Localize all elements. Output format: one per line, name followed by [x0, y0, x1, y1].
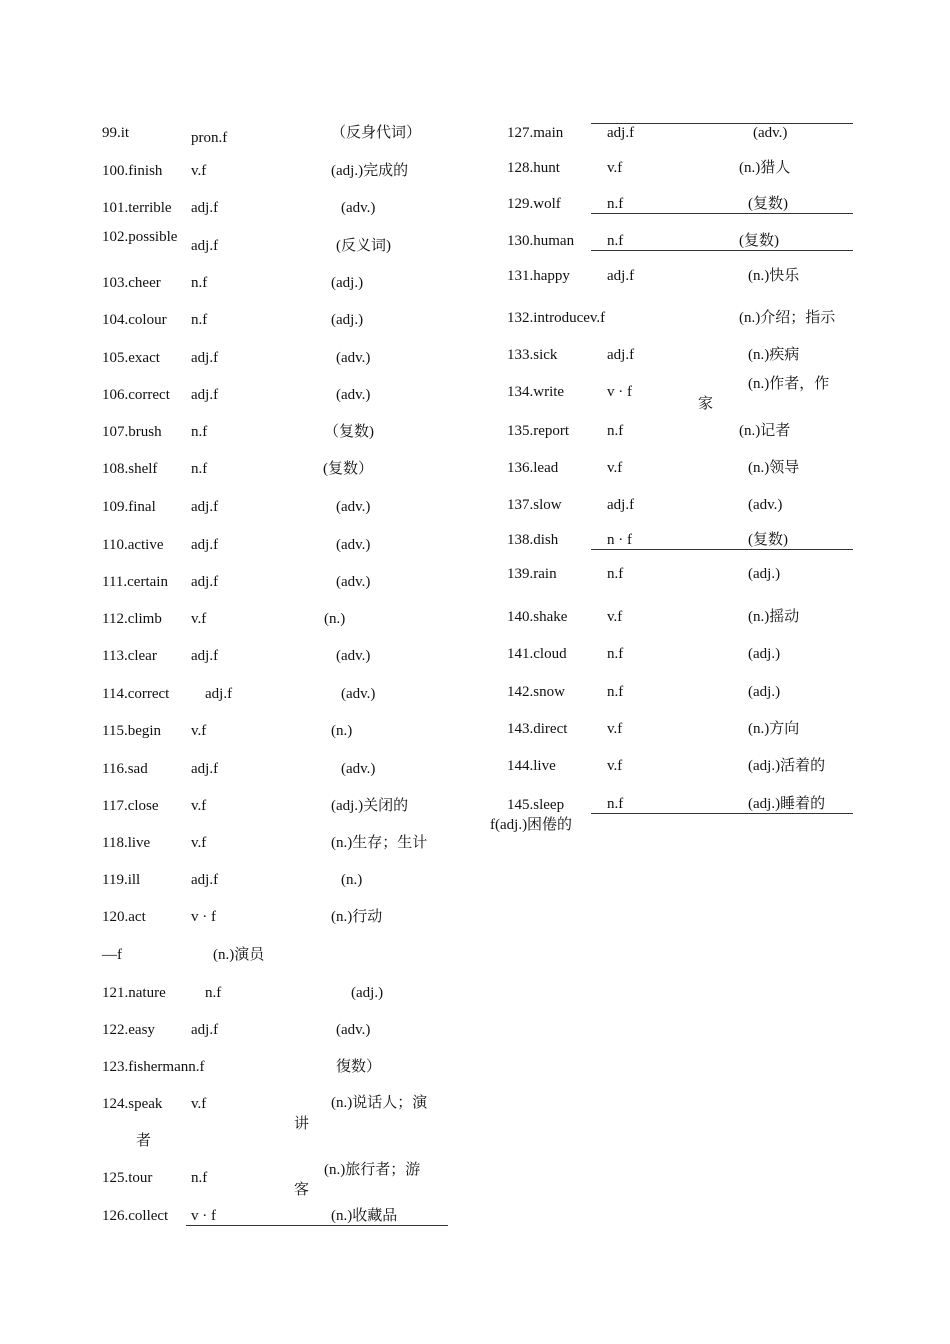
entry-word: 127.main	[507, 125, 564, 141]
entry-form: (n.)旅行者；游	[324, 1162, 421, 1178]
entry-word: 125.tour	[102, 1170, 153, 1186]
entry-word: 103.cheer	[102, 275, 161, 291]
entry-pos: v.f	[607, 721, 623, 737]
entry-word: 101.terrible	[102, 200, 172, 216]
entry-form: (n.)猎人	[739, 160, 791, 176]
entry-form: (n.)	[324, 611, 346, 627]
entry-pos: adj.f	[191, 648, 219, 664]
entry-pos: v · f	[191, 1208, 216, 1224]
entry-word: 128.hunt	[507, 160, 560, 176]
entry-form: (n.)	[331, 723, 353, 739]
entry-pos: n.f	[607, 233, 624, 249]
entry-form: (adv.)	[336, 387, 371, 403]
entry-pos: adj.f	[205, 686, 233, 702]
entry-form: (adj.)	[748, 566, 781, 582]
entry-pos: n.f	[607, 646, 624, 662]
entry-word: 137.slow	[507, 497, 562, 513]
entry-form: 復数）	[336, 1059, 382, 1075]
entry-form: (复数)	[739, 233, 779, 249]
entry-word: 102.possible	[102, 229, 178, 245]
entry-form: (adj.)	[331, 275, 364, 291]
entry-word: 104.colour	[102, 312, 167, 328]
entry-pos: n.f	[191, 1170, 208, 1186]
entry-form: (n.)说话人；演	[331, 1095, 428, 1111]
entry-pos: v.f	[191, 611, 207, 627]
entry-form: (n.)作者，作	[748, 376, 830, 392]
entry-form: (adj.)完成的	[331, 163, 409, 179]
entry-form: (n.)领导	[748, 460, 800, 476]
entry-word: 126.collect	[102, 1208, 169, 1224]
entry-word: 121.nature	[102, 985, 166, 1001]
entry-pos: n.f	[191, 424, 208, 440]
underline-rule	[591, 250, 853, 251]
entry-form: (adv.)	[753, 125, 788, 141]
entry-word: 106.correct	[102, 387, 170, 403]
entry-word: 134.write	[507, 384, 565, 400]
entry-form: (复数)	[748, 532, 788, 548]
entry-form: (adv.)	[336, 1022, 371, 1038]
entry-form: (adv.)	[336, 350, 371, 366]
entry-pos: adj.f	[191, 574, 219, 590]
underline-rule	[591, 549, 853, 550]
entry-pos: adj.f	[191, 872, 219, 888]
entry-word: 143.direct	[507, 721, 568, 737]
entry-pos: adj.f	[191, 200, 219, 216]
entry-word: 133.sick	[507, 347, 558, 363]
entry-word: 107.brush	[102, 424, 162, 440]
entry-derived-word: —f	[102, 947, 122, 963]
entry-pos: adj.f	[607, 497, 635, 513]
entry-word: 114.correct	[102, 686, 170, 702]
entry-form: (adv.)	[341, 686, 376, 702]
entry-form-continued: 者	[136, 1133, 152, 1149]
entry-pos: n.f	[607, 196, 624, 212]
entry-word: 124.speak	[102, 1096, 163, 1112]
entry-pos: n.f	[191, 461, 208, 477]
entry-word: 122.easy	[102, 1022, 155, 1038]
entry-word: 131.happy	[507, 268, 570, 284]
entry-pos: v.f	[191, 163, 207, 179]
entry-form: （复数)	[324, 424, 374, 440]
entry-word: 109.final	[102, 499, 156, 515]
entry-word: 140.shake	[507, 609, 568, 625]
entry-pos: adj.f	[191, 537, 219, 553]
underline-rule	[591, 213, 853, 214]
entry-pos: n.f	[607, 423, 624, 439]
entry-form: (adj.)	[748, 646, 781, 662]
entry-pos: adj.f	[607, 125, 635, 141]
entry-word: 139.rain	[507, 566, 557, 582]
entry-word: 111.certain	[102, 574, 168, 590]
entry-word: 119.ill	[102, 872, 141, 888]
entry-form: (n.)	[341, 872, 363, 888]
entry-form: (n.)记者	[739, 423, 791, 439]
entry-pos: n.f	[607, 796, 624, 812]
entry-pos: v · f	[191, 909, 216, 925]
entry-word: 112.climb	[102, 611, 162, 627]
entry-word: 144.live	[507, 758, 556, 774]
entry-pos: n.f	[191, 312, 208, 328]
entry-word: 145.sleep	[507, 797, 565, 813]
entry-word: 115.begin	[102, 723, 162, 739]
entry-form: (adv.)	[341, 200, 376, 216]
entry-word: 135.report	[507, 423, 570, 439]
entry-form-continued: 客	[294, 1182, 310, 1198]
entry-word: 118.live	[102, 835, 151, 851]
entry-pos: v.f	[607, 460, 623, 476]
entry-word: 123.fishermann.f	[102, 1059, 205, 1075]
entry-word: 130.human	[507, 233, 575, 249]
entry-word: 120.act	[102, 909, 146, 925]
entry-form-continued: 讲	[294, 1116, 310, 1132]
entry-word: 113.clear	[102, 648, 157, 664]
entry-form: (n.)行动	[331, 909, 383, 925]
entry-word: 108.shelf	[102, 461, 158, 477]
entry-pos: v.f	[607, 758, 623, 774]
entry-form: (n.)收藏品	[331, 1208, 398, 1224]
entry-pos: v.f	[191, 798, 207, 814]
entry-word: 136.lead	[507, 460, 559, 476]
entry-form: (n.)演员	[213, 947, 265, 963]
entry-form-continued: f(adj.)困倦的	[490, 817, 573, 833]
entry-form: (adj.)	[331, 312, 364, 328]
entry-form: (adv.)	[336, 574, 371, 590]
entry-form: (n.)疾病	[748, 347, 800, 363]
entry-word: 142.snow	[507, 684, 565, 700]
entry-form: (adj.)睡着的	[748, 796, 826, 812]
entry-pos: n.f	[607, 566, 624, 582]
entry-word: 138.dish	[507, 532, 559, 548]
entry-form: (反义词)	[336, 238, 391, 254]
underline-rule	[591, 813, 853, 814]
entry-form: (adj.)活着的	[748, 758, 826, 774]
entry-pos: adj.f	[191, 387, 219, 403]
entry-word: 110.active	[102, 537, 164, 553]
entry-pos: n.f	[191, 275, 208, 291]
entry-word: 117.close	[102, 798, 159, 814]
entry-word: 132.introducev.f	[507, 310, 606, 326]
entry-pos: adj.f	[607, 347, 635, 363]
entry-pos: n · f	[607, 532, 632, 548]
underline-rule	[186, 1225, 448, 1226]
entry-pos: adj.f	[191, 499, 219, 515]
entry-form-continued: 家	[698, 396, 714, 412]
entry-form: (adv.)	[336, 648, 371, 664]
entry-pos: n.f	[205, 985, 222, 1001]
entry-word: 116.sad	[102, 761, 148, 777]
entry-pos: adj.f	[607, 268, 635, 284]
entry-form: (adv.)	[336, 537, 371, 553]
entry-pos: v.f	[607, 160, 623, 176]
entry-form: (adj.)	[748, 684, 781, 700]
entry-form: (adv.)	[336, 499, 371, 515]
entry-pos: v.f	[607, 609, 623, 625]
entry-form: (n.)摇动	[748, 609, 800, 625]
entry-form: (adv.)	[341, 761, 376, 777]
entry-pos: adj.f	[191, 350, 219, 366]
entry-pos: v.f	[191, 835, 207, 851]
entry-form: (n.)快乐	[748, 268, 800, 284]
entry-form: (adv.)	[748, 497, 783, 513]
entry-form: (复数）	[323, 461, 373, 477]
entry-pos: adj.f	[191, 761, 219, 777]
entry-pos: adj.f	[191, 238, 219, 254]
entry-form: (复数)	[748, 196, 788, 212]
entry-word: 100.finish	[102, 163, 163, 179]
entry-pos: v.f	[191, 723, 207, 739]
entry-pos: v · f	[607, 384, 632, 400]
entry-word: 129.wolf	[507, 196, 561, 212]
entry-word: 141.cloud	[507, 646, 567, 662]
entry-pos: adj.f	[191, 1022, 219, 1038]
entry-pos: v.f	[191, 1096, 207, 1112]
entry-form: (n.)生存；生计	[331, 835, 428, 851]
entry-form: （反身代词）	[331, 125, 422, 141]
entry-form: (n.)方向	[748, 721, 800, 737]
entry-pos: n.f	[607, 684, 624, 700]
entry-form: (adj.)关闭的	[331, 798, 409, 814]
entry-form: (adj.)	[351, 985, 384, 1001]
entry-word: 105.exact	[102, 350, 160, 366]
entry-form: (n.)介绍；指示	[739, 310, 836, 326]
entry-pos: pron.f	[191, 130, 228, 146]
entry-word: 99.it	[102, 125, 130, 141]
